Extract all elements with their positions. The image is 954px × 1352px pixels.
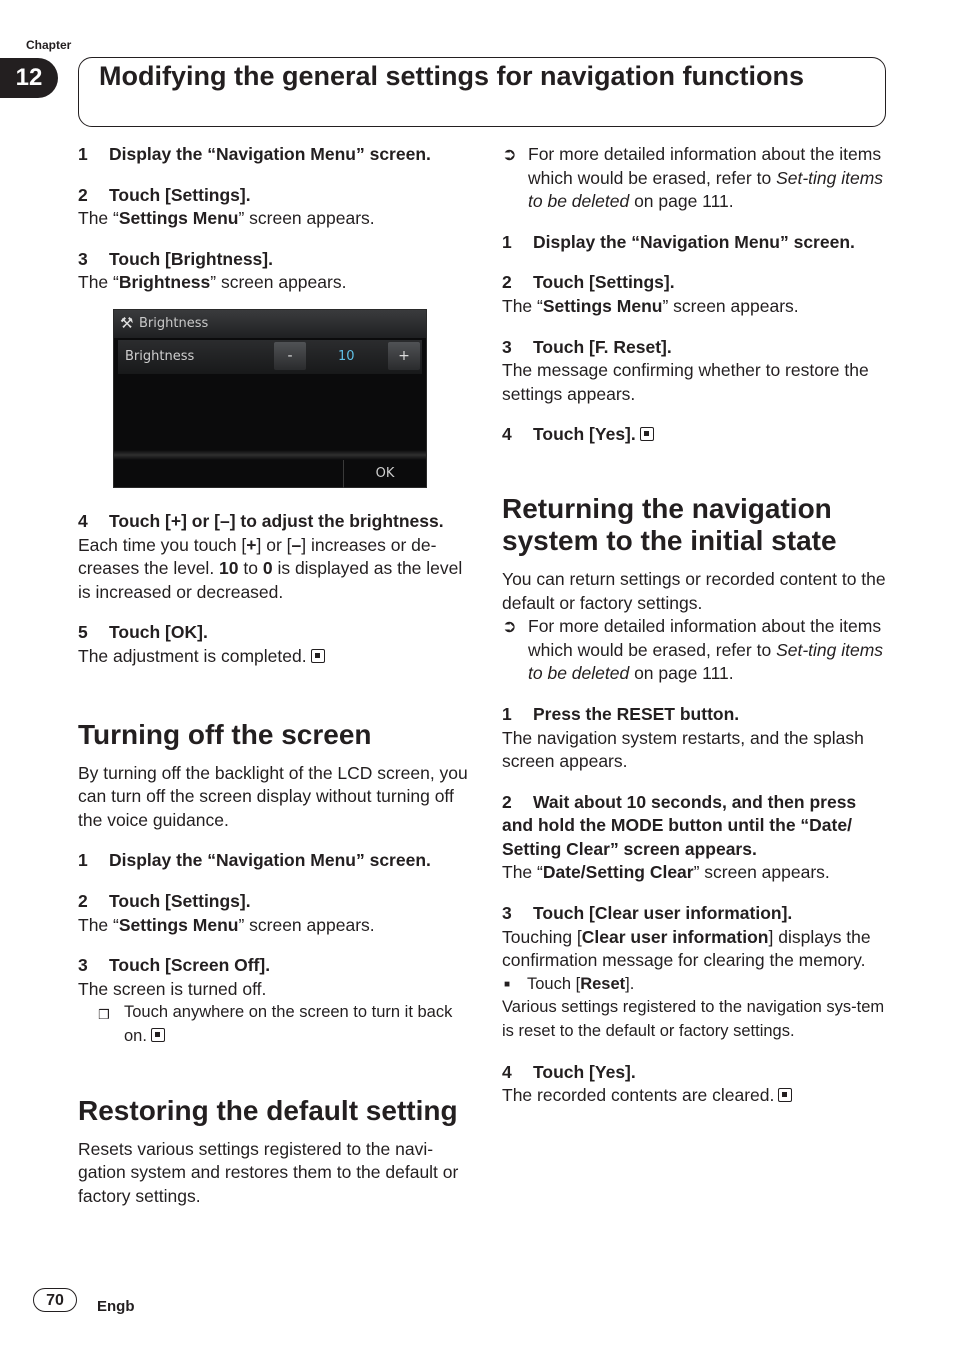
step-description: The navigation system restarts, and the splash screen appears. (502, 727, 864, 772)
step-heading: 1 Display the “Navigation Menu” screen. (78, 144, 431, 164)
left-column (78, 143, 468, 295)
brightness-screen-image (113, 309, 427, 488)
step-heading: 2 Touch [Settings]. (502, 272, 675, 293)
settings-tool-icon: ⚒ (120, 314, 134, 332)
screen-title: Brightness (139, 316, 209, 331)
step-heading: 1 Display the “Navigation Menu” screen. (502, 231, 855, 252)
step-description: The recorded contents are cleared. (502, 1084, 892, 1108)
minus-button: - (274, 342, 306, 370)
step-description: The screen is turned off. (78, 978, 267, 999)
brightness-row (118, 340, 422, 374)
step-heading: 4 Touch [Yes]. (502, 1061, 636, 1082)
section-heading-turn-off: Turning off the screen (78, 718, 372, 750)
section-intro: Resets various settings registered to the navi-gation system and restores them to the default or factory settings. (78, 1138, 459, 1206)
note-item: ❒ Touch anywhere on the screen to turn it back on. (98, 1003, 453, 1045)
step-description: Touching [Clear user information] displays the confirmation message for clearing the memory. (502, 926, 871, 971)
bullet-item: ■ Touch [Reset]. (502, 973, 892, 997)
language-code: Engb (97, 1298, 135, 1315)
note-item: ➲ For more detailed information about the items which would be erased, refer to Set-ting items to be deleted on page 111. (502, 616, 884, 684)
chapter-title: Modifying the general settings for navigation functions (99, 61, 805, 91)
note-item: ➲ For more detailed information about the items which would be erased, refer to Set-ting items to be deleted on page 111. (502, 144, 884, 212)
step-heading: 3 Touch [F. Reset]. (502, 336, 672, 357)
step-heading: 2 Touch [Settings]. (78, 890, 251, 911)
step-description: The “Date/Setting Clear” screen appears. (502, 862, 830, 883)
brightness-label: Brightness (125, 349, 195, 364)
step-heading: 3 Touch [Clear user information]. (502, 903, 793, 924)
step-heading: 3 Touch [Screen Off]. (78, 955, 271, 976)
plus-button: + (388, 342, 420, 370)
section-intro: By turning off the backlight of the LCD screen, you can turn off the screen display without turning off the voice guidance. (78, 762, 468, 830)
screen-title-bar (114, 310, 426, 338)
right-column (502, 143, 892, 1108)
chapter-number: 12 (0, 58, 58, 98)
brightness-value: 10 (338, 349, 355, 364)
step-heading: 2 Touch [Settings]. (78, 184, 251, 205)
step-description: The “Settings Menu” screen appears. (502, 295, 799, 316)
step-description: The “Settings Menu” screen appears. (78, 914, 375, 935)
bullet-description: Various settings registered to the navigation sys-tem is reset to the default or factory settings. (502, 998, 885, 1041)
chapter-label: Chapter (26, 38, 72, 52)
end-mark-icon (311, 649, 325, 663)
step-description: The “Brightness” screen appears. (78, 272, 347, 293)
section-heading-restore: Restoring the default setting (78, 1094, 458, 1126)
screen-divider (114, 450, 426, 460)
step-heading: 1 Display the “Navigation Menu” screen. (78, 850, 431, 871)
step-heading: 4 Touch [+] or [–] to adjust the brightness. (78, 511, 444, 531)
end-mark-icon (151, 1028, 165, 1042)
section-intro: You can return settings or recorded content to the default or factory settings. (502, 568, 886, 613)
step-description: The “Settings Menu” screen appears. (78, 208, 375, 229)
checkbox-bullet-icon: ❒ (98, 1007, 110, 1023)
end-mark-icon (778, 1088, 792, 1102)
step-description: The adjustment is completed. (78, 645, 468, 669)
step-heading: 1 Press the RESET button. (502, 703, 740, 724)
square-bullet-icon: ■ (504, 978, 511, 990)
page-number: 70 (33, 1288, 77, 1312)
ok-button: OK (343, 460, 426, 488)
left-column-lower (78, 510, 468, 1208)
step-description: Each time you touch [+] or [–] increases or de-creases the level. 10 to 0 is displayed as the level is increased or decreased. (78, 534, 463, 602)
chapter-title-box (78, 57, 886, 127)
end-mark-icon (640, 427, 654, 441)
arrow-icon: ➲ (502, 616, 517, 637)
step-heading: 3 Touch [Brightness]. (78, 248, 273, 269)
step-heading: 5 Touch [OK]. (78, 622, 208, 643)
section-heading-returning: Returning the navigation system to the initial state (502, 492, 837, 556)
arrow-icon: ➲ (502, 144, 517, 164)
step-description: The message confirming whether to restore the settings appears. (502, 360, 869, 404)
step-heading: 4 Touch [Yes]. (502, 423, 892, 447)
step-heading: 2 Wait about 10 seconds, and then press and hold the MODE button until the “Date/ Setting Clear” screen appears. (502, 791, 857, 859)
